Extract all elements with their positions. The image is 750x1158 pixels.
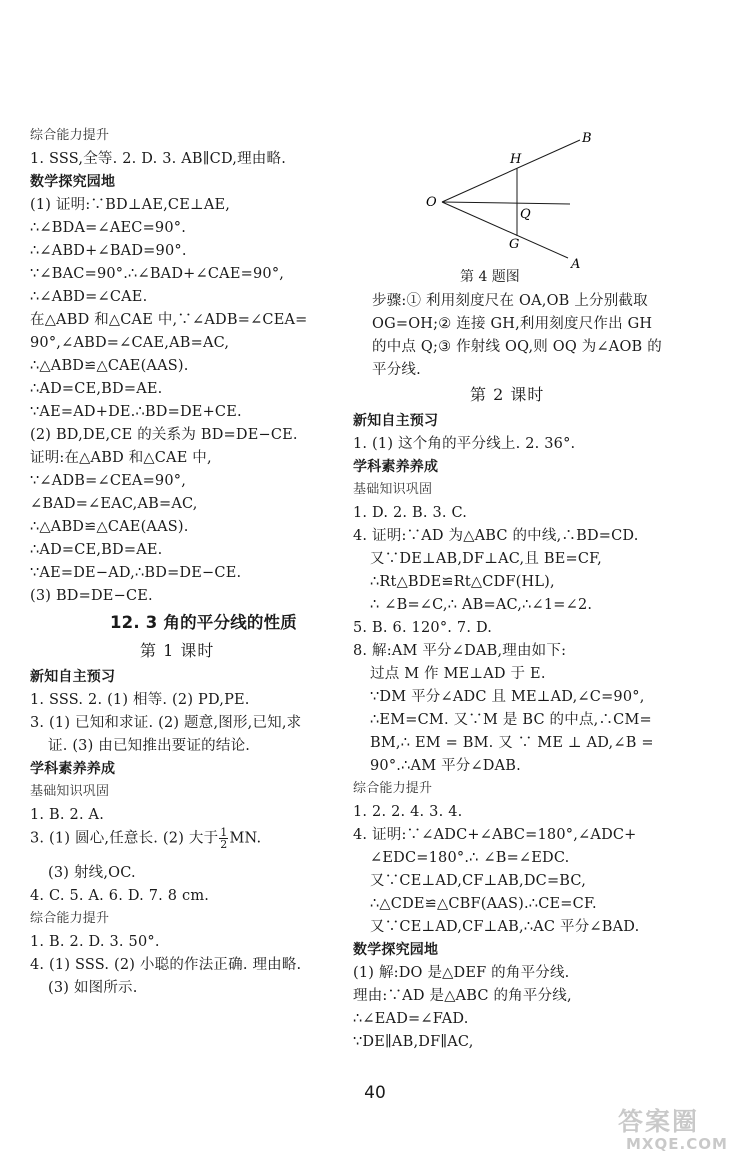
answer-line: 4. C. 5. A. 6. D. 7. 8 cm. bbox=[30, 888, 210, 904]
page-number: 40 bbox=[364, 1083, 386, 1103]
answer-line: OG=OH;② 连接 GH,利用刻度尺作出 GH bbox=[372, 316, 653, 332]
answer-line: 4. (1) SSS. (2) 小聪的作法正确. 理由略. bbox=[30, 957, 302, 973]
answer-line: 1. D. 2. B. 3. C. bbox=[353, 505, 468, 521]
watermark-text: 答案圈 bbox=[618, 1107, 700, 1136]
answer-line: ∴∠ABD=∠CAE. bbox=[30, 289, 148, 305]
answer-line: 1. (1) 这个角的平分线上. 2. 36°. bbox=[353, 436, 576, 452]
answer-line: 理由:∵AD 是△ABC 的角平分线, bbox=[353, 988, 572, 1004]
label-a: A bbox=[571, 257, 581, 272]
answer-line: 证明:在△ABD 和△CAE 中, bbox=[30, 450, 212, 466]
answer-line: 1. SSS,全等. 2. D. 3. AB∥CD,理由略. bbox=[30, 151, 287, 167]
answer-line: 90°.∴AM 平分∠DAB. bbox=[370, 758, 521, 774]
answer-line: ∴△CDE≌△CBF(AAS).∴CE=CF. bbox=[370, 896, 597, 912]
section-heading: 数学探究园地 bbox=[30, 174, 116, 190]
answer-line: ∴∠EAD=∠FAD. bbox=[353, 1011, 469, 1027]
answer-line: 1. B. 2. D. 3. 50°. bbox=[30, 934, 160, 950]
subsection-heading: 基础知识巩固 bbox=[30, 784, 110, 799]
answer-line: ∴AD=CE,BD=AE. bbox=[30, 542, 163, 558]
answer-line: ∵DM 平分∠ADC 且 ME⊥AD,∠C=90°, bbox=[370, 689, 645, 705]
answer-line: 4. 证明:∵AD 为△ABC 的中线,∴BD=CD. bbox=[353, 528, 639, 544]
lesson-title: 第 2 课时 bbox=[470, 385, 545, 404]
section-heading: 新知自主预习 bbox=[30, 669, 116, 685]
answer-line: ∠BAD=∠EAC,AB=AC, bbox=[30, 496, 198, 512]
chapter-title: 12. 3 角的平分线的性质 bbox=[110, 613, 297, 632]
figure-caption: 第 4 题图 bbox=[460, 269, 520, 285]
answer-line: 的中点 Q;③ 作射线 OQ,则 OQ 为∠AOB 的 bbox=[372, 339, 662, 355]
answer-line: ∴Rt△BDE≌Rt△CDF(HL), bbox=[370, 574, 555, 590]
answer-line: ∴EM=CM. 又∵M 是 BC 的中点,∴CM= bbox=[370, 712, 652, 728]
answer-line: 步骤:① 利用刻度尺在 OA,OB 上分别截取 bbox=[372, 293, 648, 309]
answer-line: ∴△ABD≌△CAE(AAS). bbox=[30, 358, 189, 374]
watermark-logo bbox=[618, 1108, 744, 1154]
ray-ob bbox=[442, 140, 580, 202]
answer-line: (1) 解:DO 是△DEF 的角平分线. bbox=[353, 965, 570, 981]
answer-line: 4. 证明:∵∠ADC+∠ABC=180°,∠ADC+ bbox=[353, 827, 637, 843]
answer-line: ∴△ABD≌△CAE(AAS). bbox=[30, 519, 189, 535]
fraction-numerator: 1 bbox=[220, 826, 228, 839]
subsection-heading: 综合能力提升 bbox=[353, 781, 433, 796]
answer-line: 平分线. bbox=[372, 362, 421, 378]
section-heading: 数学探究园地 bbox=[353, 942, 439, 958]
angle-bisector-figure bbox=[420, 124, 590, 272]
label-q: Q bbox=[520, 207, 531, 222]
answer-line: BM,∴ EM = BM. 又 ∵ ME ⊥ AD,∠B = bbox=[370, 735, 654, 751]
answer-line: ∵DE∥AB,DF∥AC, bbox=[353, 1034, 474, 1050]
answer-line: 3. (1) 已知和求证. (2) 题意,图形,已知,求 bbox=[30, 715, 302, 731]
answer-text: MN. bbox=[229, 830, 262, 847]
label-g: G bbox=[509, 237, 520, 252]
watermark-url: MXQE.COM bbox=[626, 1135, 728, 1153]
subsection-heading: 综合能力提升 bbox=[30, 128, 110, 143]
ray-oa bbox=[442, 202, 568, 258]
answer-line: 过点 M 作 ME⊥AD 于 E. bbox=[370, 666, 546, 682]
answer-line: ∵AE=DE−AD,∴BD=DE−CE. bbox=[30, 565, 242, 581]
answer-line: 8. 解:AM 平分∠DAB,理由如下: bbox=[353, 643, 567, 659]
answer-line: ∵∠BAC=90°.∴∠BAD+∠CAE=90°, bbox=[30, 266, 285, 282]
answer-line: 1. SSS. 2. (1) 相等. (2) PD,PE. bbox=[30, 692, 250, 708]
answer-line: (1) 证明:∵BD⊥AE,CE⊥AE, bbox=[30, 197, 231, 213]
fraction bbox=[219, 827, 228, 850]
answer-line: 又∵DE⊥AB,DF⊥AC,且 BE=CF, bbox=[370, 551, 602, 567]
label-o: O bbox=[426, 195, 437, 210]
answer-line: 1. B. 2. A. bbox=[30, 807, 105, 823]
answer-line: ∴∠BDA=∠AEC=90°. bbox=[30, 220, 187, 236]
answer-line: 1. 2. 2. 4. 3. 4. bbox=[353, 804, 463, 820]
answer-line: ∵∠ADB=∠CEA=90°, bbox=[30, 473, 187, 489]
label-b: B bbox=[582, 131, 592, 146]
answer-text: 3. (1) 圆心,任意长. (2) 大于 bbox=[30, 830, 219, 847]
ray-oq bbox=[442, 202, 570, 204]
answer-line: ∴∠ABD+∠BAD=90°. bbox=[30, 243, 187, 259]
section-heading: 新知自主预习 bbox=[353, 413, 439, 429]
answer-line bbox=[30, 827, 261, 850]
answer-line: ∵AE=AD+DE.∴BD=DE+CE. bbox=[30, 404, 242, 420]
answer-line: 又∵CE⊥AD,CF⊥AB,∴AC 平分∠BAD. bbox=[370, 919, 640, 935]
subsection-heading: 综合能力提升 bbox=[30, 911, 110, 926]
answer-line: 在△ABD 和△CAE 中,∵∠ADB=∠CEA= bbox=[30, 312, 308, 328]
answer-line: ∠EDC=180°.∴ ∠B=∠EDC. bbox=[370, 850, 570, 866]
label-h: H bbox=[510, 152, 522, 167]
answer-line: (3) 如图所示. bbox=[48, 980, 138, 996]
subsection-heading: 基础知识巩固 bbox=[353, 482, 433, 497]
section-heading: 学科素养养成 bbox=[353, 459, 439, 475]
answer-line: 证. (3) 由已知推出要证的结论. bbox=[48, 738, 251, 754]
answer-line: 5. B. 6. 120°. 7. D. bbox=[353, 620, 493, 636]
section-heading: 学科素养养成 bbox=[30, 761, 116, 777]
lesson-title: 第 1 课时 bbox=[140, 641, 215, 660]
fraction-denominator: 2 bbox=[220, 838, 228, 851]
answer-line: 90°,∠ABD=∠CAE,AB=AC, bbox=[30, 335, 230, 351]
answer-line: (2) BD,DE,CE 的关系为 BD=DE−CE. bbox=[30, 427, 298, 443]
answer-line: (3) BD=DE−CE. bbox=[30, 588, 153, 604]
answer-line: 又∵CE⊥AD,CF⊥AB,DC=BC, bbox=[370, 873, 587, 889]
answer-line: (3) 射线,OC. bbox=[48, 865, 136, 881]
answer-line: ∴AD=CE,BD=AE. bbox=[30, 381, 163, 397]
answer-line: ∴ ∠B=∠C,∴ AB=AC,∴∠1=∠2. bbox=[370, 597, 593, 613]
